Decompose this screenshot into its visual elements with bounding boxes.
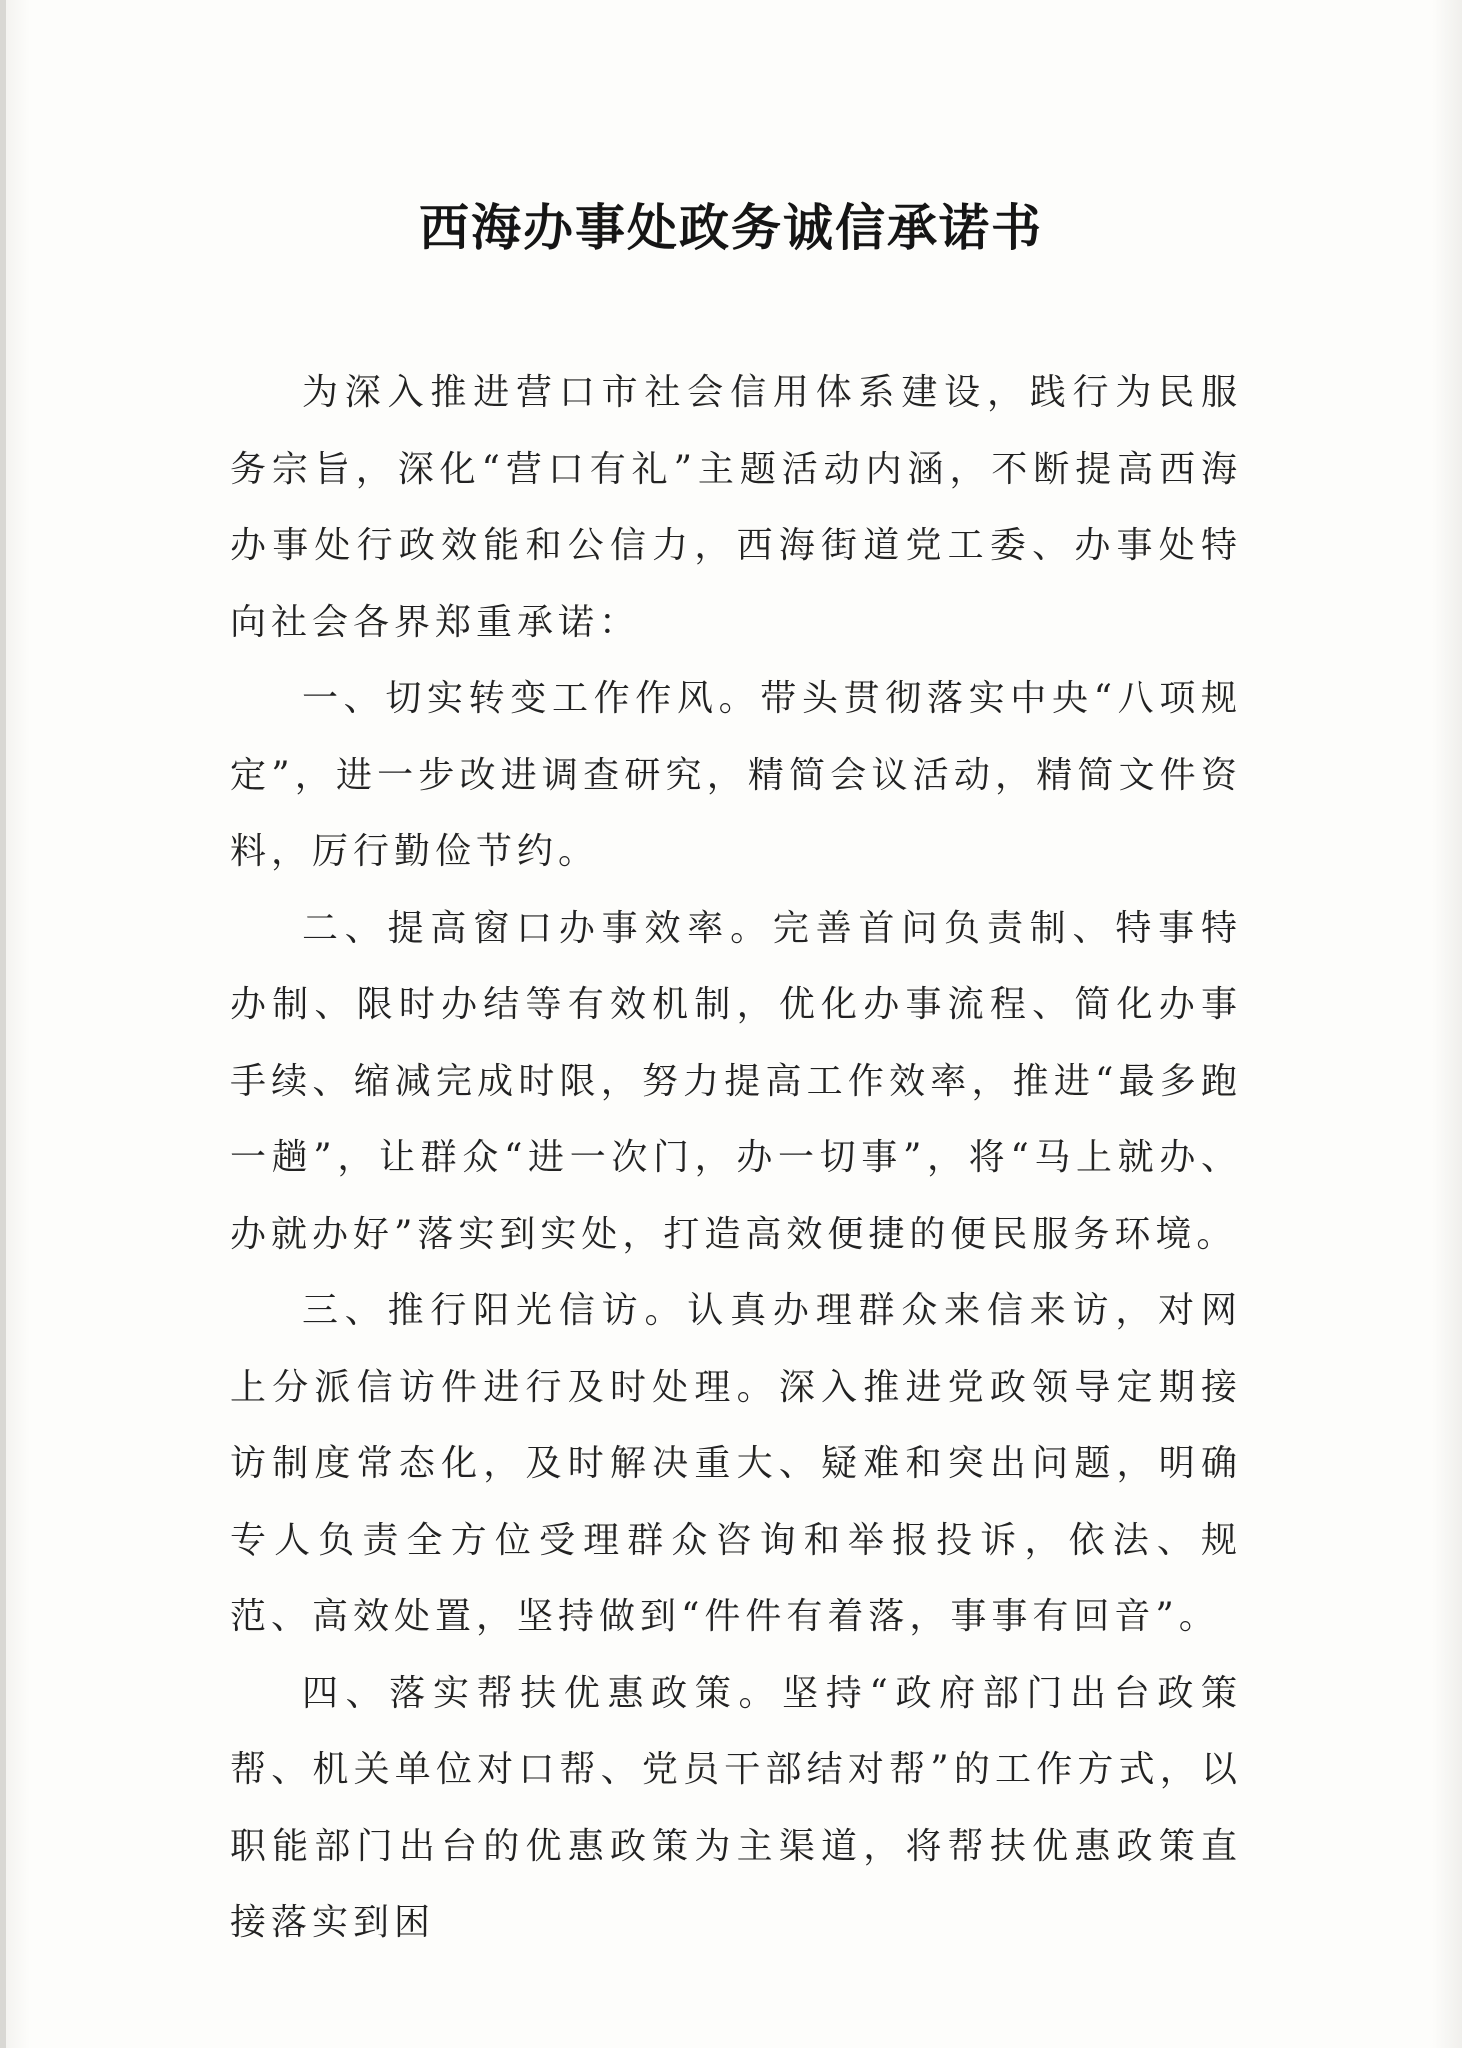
paragraph-item-4: 四、落实帮扶优惠政策。坚持“政府部门出台政策帮、机关单位对口帮、党员干部结对帮”的工作方式，以职能部门出台的优惠政策为主渠道，将帮扶优惠政策直接落实到困: [230, 1672, 1242, 1943]
paragraph-item-1: 一、切实转变工作作风。带头贯彻落实中央“八项规定”，进一步改进调查研究，精简会议活动，精简文件资料，厉行勤俭节约。: [230, 678, 1242, 872]
page-edge-shadow: [0, 0, 6, 2048]
paragraph-item-3: 三、推行阳光信访。认真办理群众来信来访，对网上分派信访件进行及时处理。深入推进党政领导定期接访制度常态化，及时解决重大、疑难和突出问题，明确专人负责全方位受理群众咨询和举报投诉，依法、规范、高效处置，坚持做到“件件有着落，事事有回音”。: [230, 1290, 1242, 1637]
paragraph-intro: 为深入推进营口市社会信用体系建设，践行为民服务宗旨，深化“营口有礼”主题活动内涵，不断提高西海办事处行政效能和公信力，西海街道党工委、办事处特向社会各界郑重承诺：: [230, 372, 1242, 643]
document-body: [230, 355, 1242, 1962]
document-title: 西海办事处政务诚信承诺书: [419, 198, 1043, 257]
paragraph-item-2: 二、提高窗口办事效率。完善首问负责制、特事特办制、限时办结等有效机制，优化办事流程、简化办事手续、缩减完成时限，努力提高工作效率，推进“最多跑一趟”，让群众“进一次门，办一切事”，将“马上就办、办就办好”落实到实处，打造高效便捷的便民服务环境。: [230, 907, 1242, 1255]
